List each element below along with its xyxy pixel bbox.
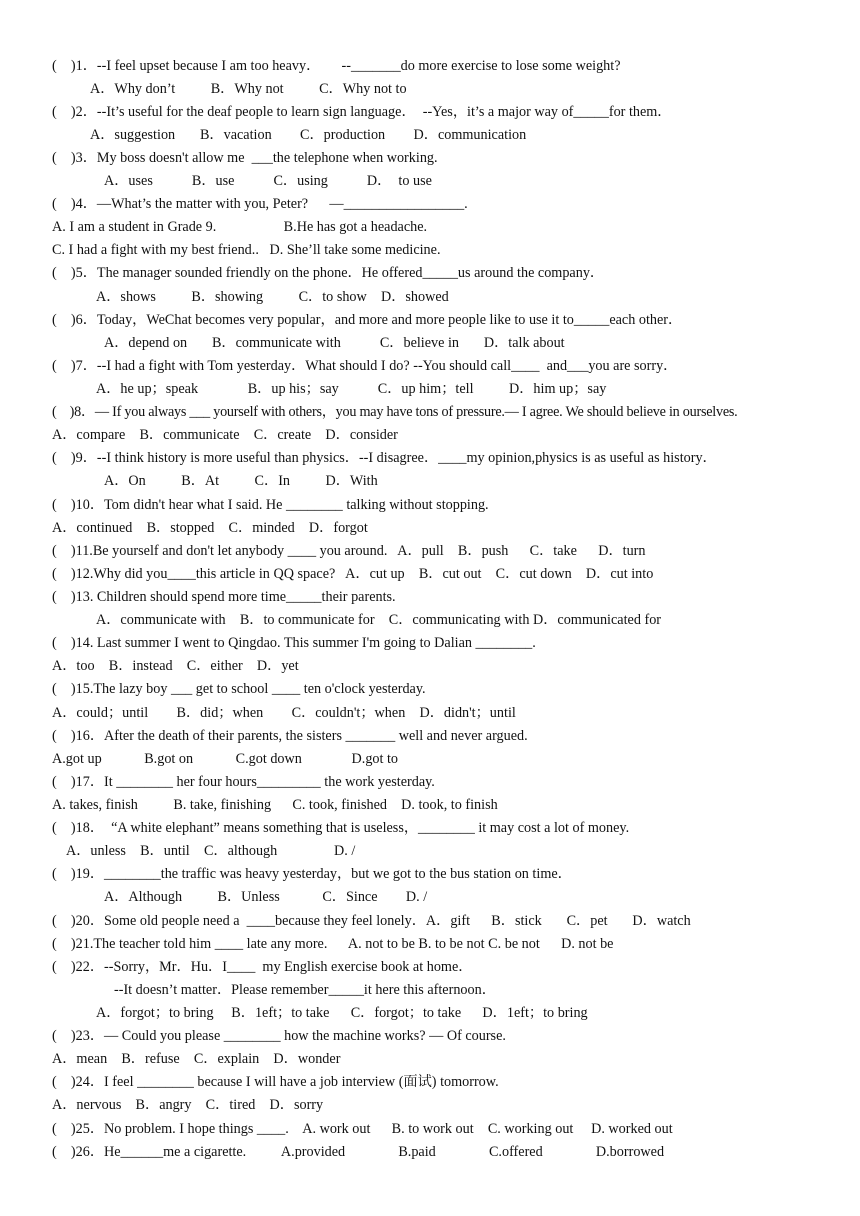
question-19: ( )19．________the traffic was heavy yesterday，but we got to the bus station on time．	[52, 866, 572, 882]
question-4: ( )4．—What’s the matter with you, Peter? —_________________.	[52, 196, 468, 212]
question-14: ( )14. Last summer I went to Qingdao. This summer I'm going to Dalian ________.	[52, 635, 536, 651]
question-5-options: A．shows B．showing C．to show D．showed	[96, 289, 449, 305]
question-18: ( )18． “A white elephant” means something that is useless，________ it may cost a lot of money.	[52, 820, 630, 836]
question-13-options: A．communicate with B．to communicate for C．communicating with D．communicated for	[96, 612, 662, 628]
question-19-options: A．Although B．Unless C．Since D. /	[104, 889, 428, 905]
question-22: ( )22．--Sorry，Mr．Hu．I____ my English exercise book at home．	[52, 959, 473, 975]
question-22-response: --It doesn’t matter．Please remember_____it here this afternoon．	[114, 982, 496, 998]
question-7-options: A．he up；speak B．up his；say C．up him；tell D．him up；say	[96, 381, 607, 397]
question-12: ( )12.Why did you____this article in QQ space? A．cut up B．cut out C．cut down D．cut into	[52, 566, 654, 582]
question-24: ( )24．I feel ________ because I will have a job interview (面试) tomorrow.	[52, 1074, 499, 1090]
question-23: ( )23．— Could you please ________ how the machine works? — Of course.	[52, 1028, 506, 1044]
question-8-options: A．compare B．communicate C．create D．consider	[52, 427, 398, 443]
question-17-options: A. takes, finish B. take, finishing C. took, finished D. took, to finish	[52, 797, 498, 813]
question-4-options-ab: A. I am a student in Grade 9. B.He has got a headache.	[52, 219, 428, 235]
question-7: ( )7．--I had a fight with Tom yesterday．What should I do? --You should call____ and___you are sorry．	[52, 358, 678, 374]
question-15: ( )15.The lazy boy ___ get to school ____ ten o'clock yesterday.	[52, 681, 426, 697]
question-10-options: A．continued B．stopped C．minded D．forgot	[52, 520, 368, 536]
question-17: ( )17．It ________ her four hours_________ the work yesterday.	[52, 774, 435, 790]
question-10: ( )10．Tom didn't hear what I said. He ________ talking without stopping.	[52, 497, 489, 513]
question-6: ( )6．Today，WeChat becomes very popular，and more and more people like to use it to_____each other．	[52, 312, 683, 328]
question-11: ( )11.Be yourself and don't let anybody ____ you around. A．pull B．push C．take D．turn	[52, 543, 646, 559]
question-6-options: A．depend on B．communicate with C．believe in D．talk about	[104, 335, 565, 351]
question-15-options: A．could；until B．did；when C．couldn't；when D．didn't；until	[52, 705, 516, 721]
question-26: ( )26．He______me a cigarette. A.provided B.paid C.offered D.borrowed	[52, 1144, 665, 1160]
question-1-options: A．Why don’t B．Why not C．Why not to	[90, 81, 407, 97]
question-24-options: A．nervous B．angry C．tired D．sorry	[52, 1097, 324, 1113]
question-21: ( )21.The teacher told him ____ late any more. A. not to be B. to be not C. be not D. not be	[52, 936, 614, 952]
question-5: ( )5．The manager sounded friendly on the phone．He offered_____us around the company．	[52, 265, 605, 281]
question-2: ( )2．--It’s useful for the deaf people to learn sign language． --Yes，it’s a major way of_____for them．	[52, 104, 672, 120]
question-23-options: A．mean B．refuse C．explain D．wonder	[52, 1051, 341, 1067]
question-9-options: A．On B．At C．In D．With	[104, 473, 378, 489]
question-3: ( )3．My boss doesn't allow me ___the telephone when working.	[52, 150, 438, 166]
question-14-options: A．too B．instead C．either D．yet	[52, 658, 299, 674]
question-16-options: A.got up B.got on C.got down D.got to	[52, 751, 399, 767]
question-1: ( )1．--I feel upset because I am too heavy． --_______do more exercise to lose some weight?	[52, 58, 621, 74]
question-20: ( )20．Some old people need a ____because they feel lonely．A．gift B．stick C．pet D．watch	[52, 913, 691, 929]
question-8: ( )8．— If you always ___ yourself with others，you may have tons of pressure.— I agree. We should believe in ourselves.	[52, 404, 738, 420]
question-13: ( )13. Children should spend more time_____their parents.	[52, 589, 396, 605]
question-4-options-cd: C. I had a fight with my best friend.. D. She’ll take some medicine.	[52, 242, 441, 258]
question-22-options: A．forgot；to bring B．1eft；to take C．forgot；to take D．1eft；to bring	[96, 1005, 588, 1021]
question-16: ( )16．After the death of their parents, the sisters _______ well and never argued.	[52, 728, 528, 744]
question-2-options: A．suggestion B．vacation C．production D．communication	[90, 127, 527, 143]
question-25: ( )25．No problem. I hope things ____. A. work out B. to work out C. working out D. worked out	[52, 1121, 673, 1137]
question-3-options: A．uses B．use C．using D． to use	[104, 173, 432, 189]
question-9: ( )9．--I think history is more useful than physics．--I disagree．____my opinion,physics is as useful as history．	[52, 450, 717, 466]
question-18-options: A．unless B．until C．although D. /	[66, 843, 356, 859]
